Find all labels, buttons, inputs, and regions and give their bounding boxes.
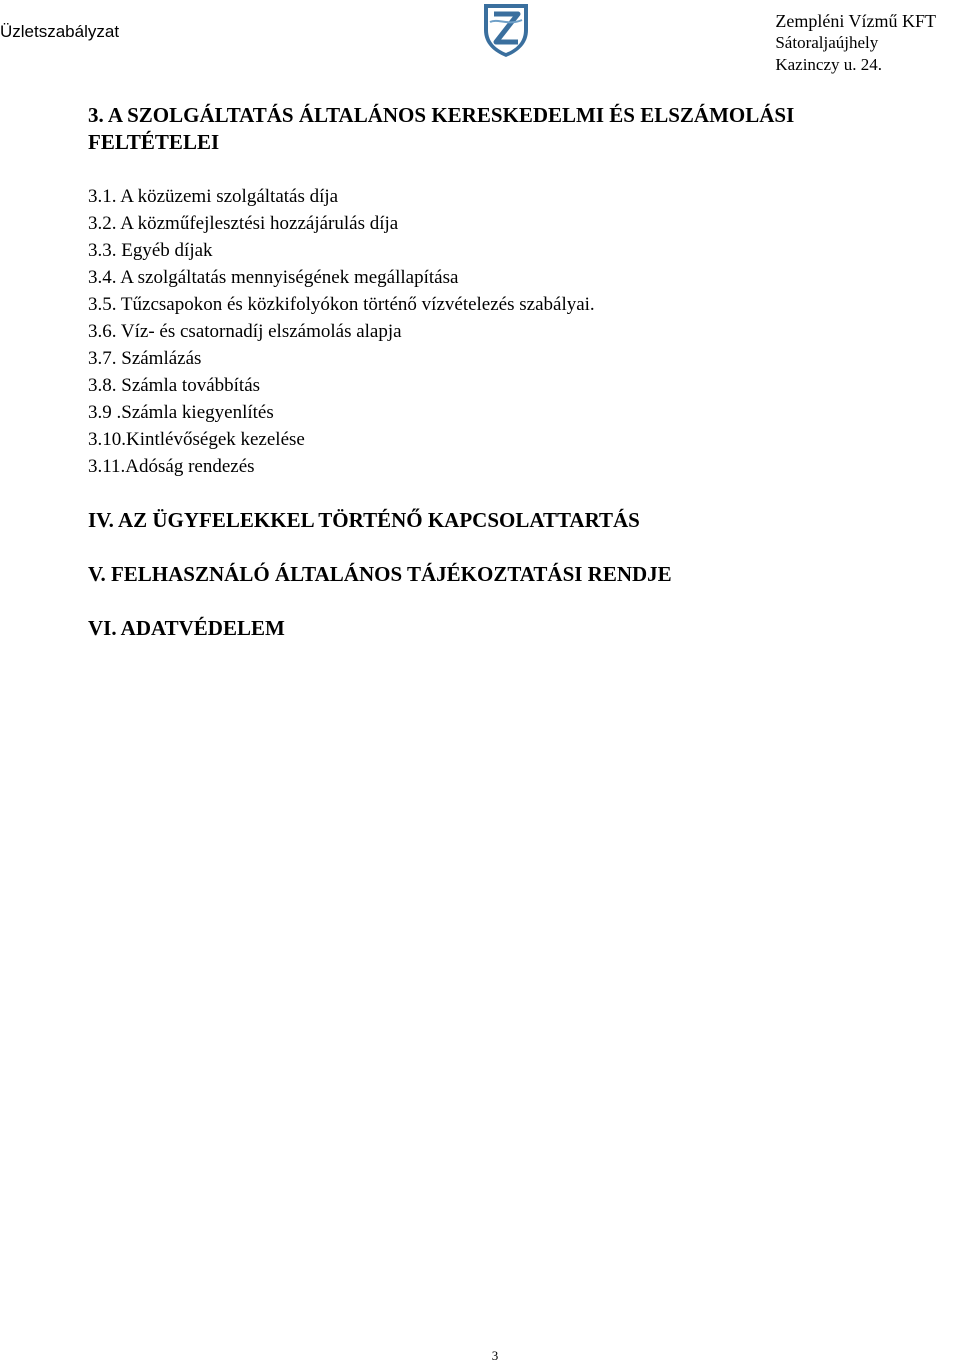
toc-item: 3.4. A szolgáltatás mennyiségének megállapítása (88, 267, 459, 288)
toc-item: 3.5. Tűzcsapokon és közkifolyókon történő vízvételezés szabályai. (88, 294, 595, 315)
company-name: Zempléni Vízmű KFT (775, 11, 936, 31)
toc-item: 3.9 .Számla kiegyenlítés (88, 402, 274, 423)
toc-item: 3.6. Víz- és csatornadíj elszámolás alapja (88, 321, 402, 342)
company-address: Kazinczy u. 24. (775, 55, 883, 74)
toc-item: 3.8. Számla továbbítás (88, 375, 261, 396)
document-title: Üzletszabályzat (0, 22, 120, 41)
section-title: 3. A SZOLGÁLTATÁS ÁLTALÁNOS KERESKEDELMI ÉS ELSZÁMOLÁSI FELTÉTELEI (88, 103, 795, 154)
toc-item: 3.2. A közműfejlesztési hozzájárulás díja (88, 213, 399, 234)
toc-item: 3.7. Számlázás (88, 348, 202, 369)
chapter-heading-v: V. FELHASZNÁLÓ ÁLTALÁNOS TÁJÉKOZTATÁSI RENDJE (88, 562, 672, 586)
toc-item: 3.11.Adóság rendezés (88, 456, 255, 477)
chapter-heading-vi: VI. ADATVÉDELEM (88, 616, 285, 640)
company-city: Sátoraljaújhely (775, 33, 879, 52)
toc-item: 3.1. A közüzemi szolgáltatás díja (88, 186, 339, 207)
chapter-heading-iv: IV. AZ ÜGYFELEKKEL TÖRTÉNŐ KAPCSOLATTARTÁS (88, 508, 640, 532)
section-item-list (88, 183, 595, 480)
toc-item: 3.3. Egyéb díjak (88, 240, 213, 261)
page-number: 3 (491, 1348, 499, 1363)
company-info (775, 10, 936, 76)
toc-item: 3.10.Kintlévőségek kezelése (88, 429, 305, 450)
company-logo-icon (478, 0, 534, 58)
